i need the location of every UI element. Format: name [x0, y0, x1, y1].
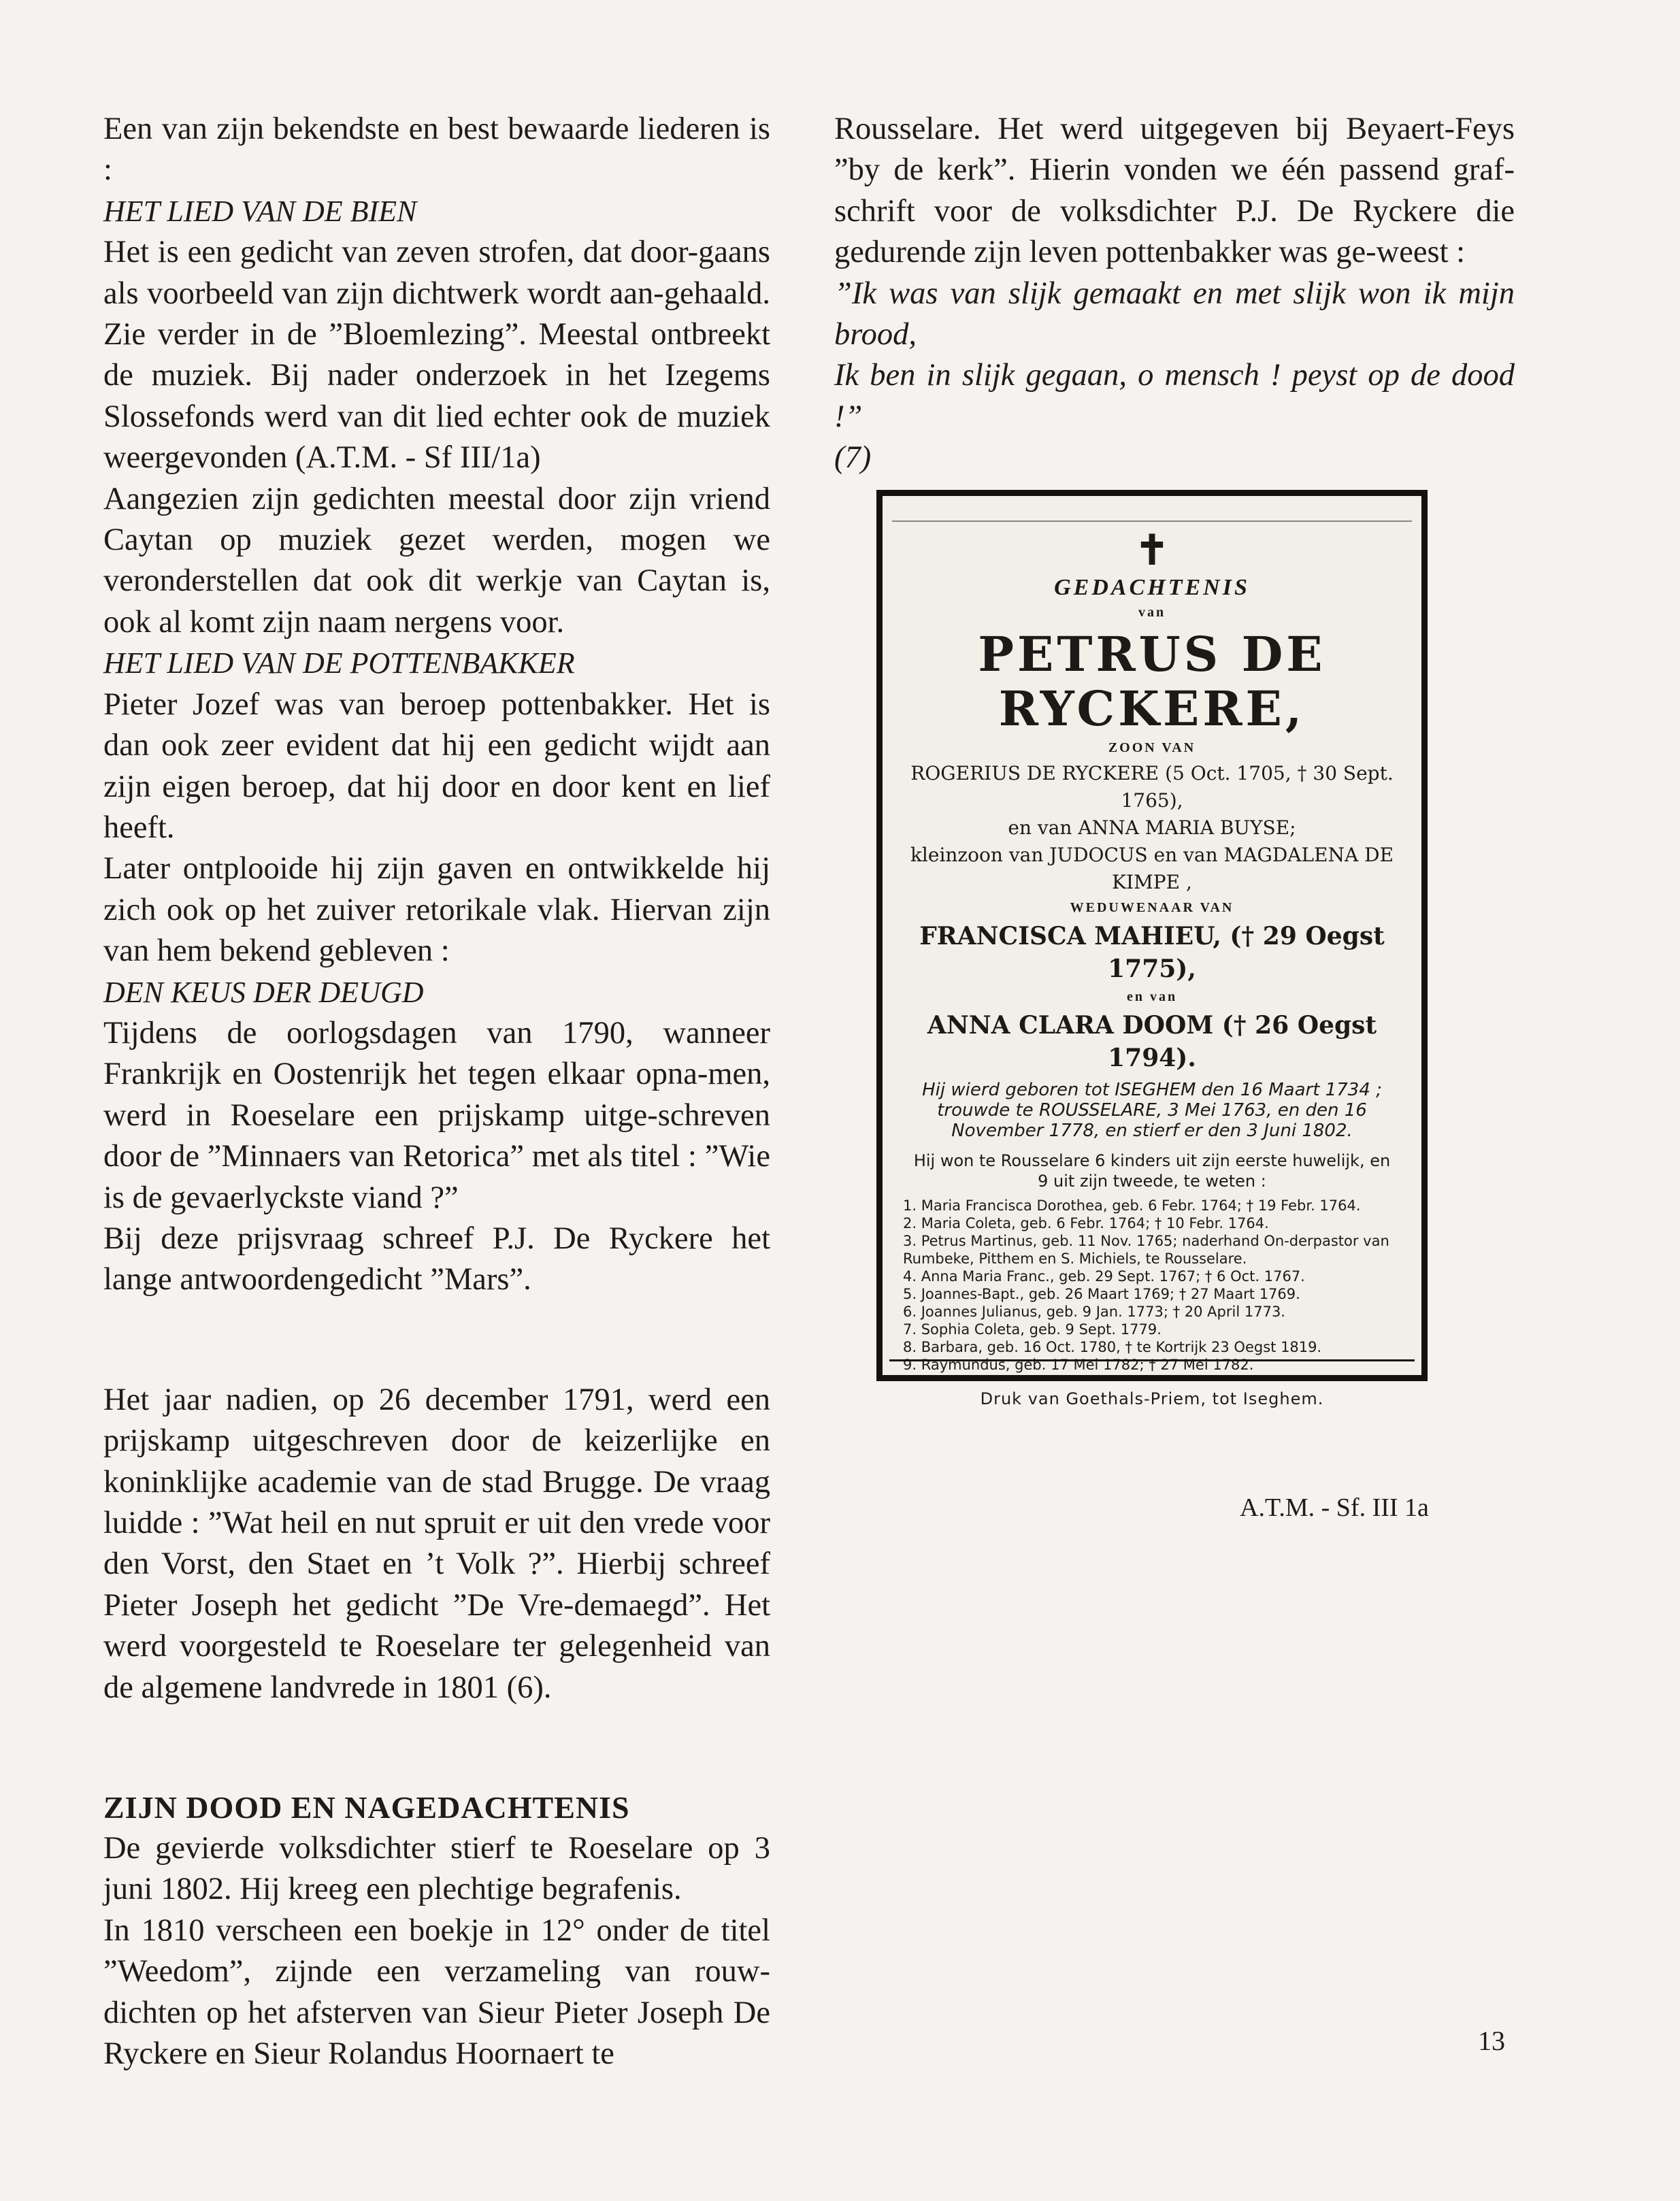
cross-icon: ✝: [1134, 528, 1170, 573]
card-child-entry: 4. Anna Maria Franc., geb. 29 Sept. 1767; † 6 Oct. 1767.: [903, 1268, 1305, 1285]
paragraph: (7): [834, 440, 872, 476]
paragraph: Tijdens de oorlogsdagen van 1790, wanneer Frankrijk en Oostenrijk het tegen elkaar opna-men, werd in Roeselare een prijskamp uitge-schreven door de ”Minnaers van Retorica” met als titel : ”Wie is de gevaerlyckste viand ?”: [103, 1015, 770, 1215]
printer-credit: Druk van Goethals-Priem, tot Iseghem.: [980, 1389, 1324, 1408]
card-children-list: [903, 1197, 1401, 1381]
card-child-entry: [903, 1374, 1401, 1381]
paragraph: Ik ben in slijk gegaan, o mensch ! peyst op de dood !”: [834, 358, 1515, 434]
card-child-entry: 5. Joannes-Bapt., geb. 26 Maart 1769; † 27 Maart 1769.: [903, 1286, 1300, 1302]
card-mother: en van ANNA MARIA BUYSE;: [1008, 816, 1296, 839]
card-zoon-van: ZOON VAN: [1108, 740, 1196, 755]
card-deceased-name: PETRUS DE RYCKERE,: [978, 626, 1326, 737]
paragraph: Aangezien zijn gedichten meestal door zijn vriend Caytan op muziek gezet werden, mogen we veronderstellen dat ook dit werkje van Caytan is, ook al komt zijn naam nergens voor.: [103, 481, 770, 640]
left-spacer: [103, 1719, 770, 1776]
paragraph: ”Ik was van slijk gemaakt en met slijk won ik mijn brood,: [834, 276, 1515, 352]
poem-title: DEN KEUS DER DEUGD: [103, 975, 424, 1009]
card-en-van: en van: [1126, 989, 1178, 1004]
card-weduwenaar: WEDUWENAAR VAN: [1070, 900, 1234, 915]
right-column: [834, 109, 1515, 479]
card-bottom-rule: [889, 1359, 1415, 1361]
card-spouse-1: FRANCISCA MAHIEU, († 29 Oegst 1775),: [919, 922, 1385, 983]
card-child-entry: 9. Raymundus, geb. 17 Mei 1782; † 27 Mei 1782.: [903, 1357, 1254, 1373]
paragraph: Rousselare. Het werd uitgegeven bij Beyaert-Feys ”by de kerk”. Hierin vonden we één passend graf-schrift voor de volksdichter P.J. De Ryckere die gedurende zijn leven pottenbakker was ge-weest :: [834, 112, 1515, 270]
card-children-intro: Hij won te Rousselare 6 kinders uit zijn eerste huwelijk, en 9 uit zijn tweede, te weten :: [913, 1151, 1391, 1191]
card-child-entry: 3. Petrus Martinus, geb. 11 Nov. 1765; naderhand On-derpastor van Rumbeke, Pitthem en S. Michiels, te Rousselare.: [903, 1233, 1389, 1267]
card-child-entry: 6. Joannes Julianus, geb. 9 Jan. 1773; † 20 April 1773.: [903, 1304, 1285, 1320]
left-column: [103, 109, 770, 2074]
left-spacer: [103, 1312, 770, 1369]
page-number: 13: [1478, 2025, 1505, 2056]
poem-title: HET LIED VAN DE POTTENBAKKER: [103, 646, 575, 680]
paragraph: Het jaar nadien, op 26 december 1791, werd een prijskamp uitgeschreven door de keizerlijke en koninklijke academie van de stad Brugge. De vraag luidde : ”Wat heil en nut spruit er uit den vrede voor den Vorst, den Staet en ’t Volk ?”. Hierbij schreef Pieter Joseph het gedicht ”De Vre-demaegd”. Het werd voorgesteld te Roeselare ter gelegenheid van de algemene landvrede in 1801 (6).: [103, 1382, 770, 1705]
card-birth-text: Hij wierd geboren tot ISEGHEM den 16 Maart 1734 ; trouwde te ROUSSELARE, 3 Mei 1763, en den 16 November 1778, en stierf er den 3 Juni 1802.: [922, 1080, 1382, 1141]
paragraph: De gevierde volksdichter stierf te Roeselare op 3 juni 1802. Hij kreeg een plechtige begrafenis.: [103, 1831, 770, 1907]
section-heading: ZIJN DOOD EN NAGEDACHTENIS: [103, 1790, 630, 1825]
card-child-entry: 2. Maria Coleta, geb. 6 Febr. 1764; † 10 Febr. 1764.: [903, 1215, 1269, 1231]
image-caption: A.T.M. - Sf. III 1a: [1240, 1493, 1429, 1522]
card-child-entry: 7. Sophia Coleta, geb. 9 Sept. 1779.: [903, 1321, 1162, 1338]
paragraph: Pieter Jozef was van beroep pottenbakker. Het is dan ook zeer evident dat hij een gedicht wijdt aan zijn eigen beroep, dat hij door en door kent en lief heeft.: [103, 686, 770, 845]
card-father: ROGERIUS DE RYCKERE (5 Oct. 1705, † 30 Sept. 1765),: [910, 762, 1394, 812]
card-grandparents: kleinzoon van JUDOCUS en van MAGDALENA DE KIMPE ,: [910, 844, 1394, 893]
card-top-rule: [892, 520, 1412, 522]
paragraph: In 1810 verscheen een boekje in 12° onder de titel ”Weedom”, zijnde een verzameling van rouw-dichten op het afsterven van Sieur Pieter Joseph De Ryckere en Sieur Rolandus Hoornaert te: [103, 1913, 770, 2072]
paragraph: Bij deze prijsvraag schreef P.J. De Ryckere het lange antwoordengedicht ”Mars”.: [103, 1221, 770, 1297]
paragraph: Een van zijn bekendste en best bewaarde liederen is :: [103, 112, 770, 188]
card-child-entry: 8. Barbara, geb. 16 Oct. 1780, † te Kortrijk 23 Oegst 1819.: [903, 1339, 1322, 1355]
paragraph: Het is een gedicht van zeven strofen, dat door-gaans als voorbeeld van zijn dichtwerk wordt aan-gehaald. Zie verder in de ”Bloemlezing”. Meestal ontbreekt de muziek. Bij nader onderzoek in het Izegems Slossefonds werd van dit lied echter ook de muziek weergevonden (A.T.M. - Sf III/1a): [103, 235, 770, 476]
card-van: van: [1138, 605, 1166, 620]
card-heading: GEDACHTENIS: [1054, 575, 1250, 600]
paragraph: Later ontplooide hij zijn gaven en ontwikkelde hij zich ook op het zuiver retorikale vlak. Hiervan zijn van hem bekend gebleven :: [103, 851, 770, 969]
poem-title: HET LIED VAN DE BIEN: [103, 194, 417, 228]
card-child-entry: 1. Maria Francisca Dorothea, geb. 6 Febr. 1764; † 19 Febr. 1764.: [903, 1197, 1361, 1214]
memorial-card: [876, 490, 1428, 1381]
card-spouse-2: ANNA CLARA DOOM († 26 Oegst 1794).: [927, 1011, 1377, 1072]
